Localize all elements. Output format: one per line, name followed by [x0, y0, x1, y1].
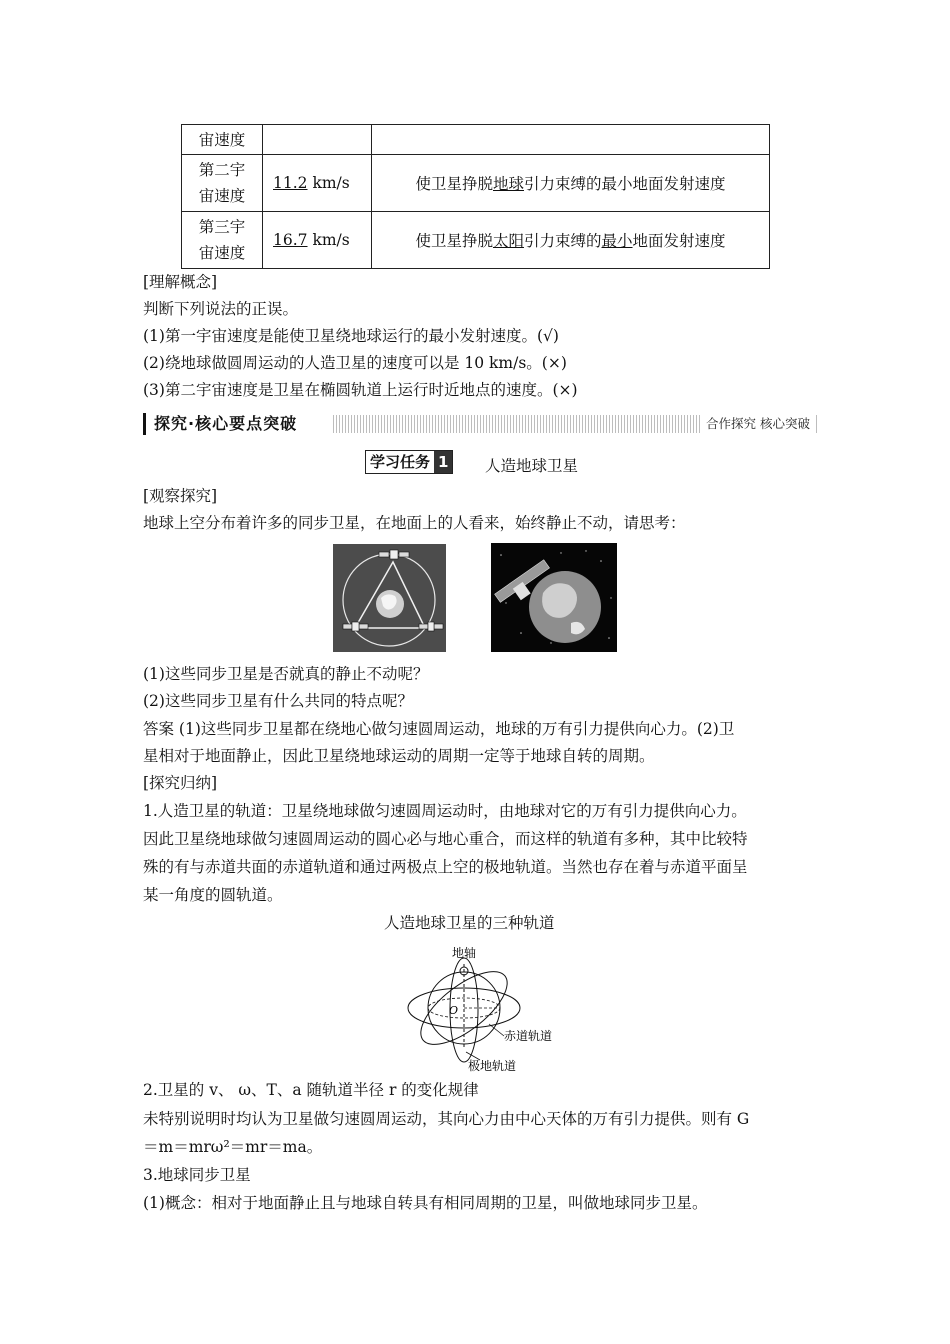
table-row	[182, 155, 770, 212]
understand-intro: 判断下列说法的正误。	[143, 300, 299, 318]
task-title: 人造地球卫星	[485, 457, 579, 475]
speed-desc-cell	[372, 125, 770, 155]
speed-value-cell: 16.7 km/s	[263, 212, 372, 269]
table-row	[182, 125, 770, 155]
observe-intro: 地球上空分布着许多的同步卫星，在地面上的人看来，始终静止不动，请思考：	[143, 514, 686, 532]
point-2-line: ＝m＝mrω²＝mr＝ma。	[143, 1138, 323, 1156]
point-2-title: 2.卫星的 v、 ω、T、a 随轨道半径 r 的变化规律	[143, 1081, 479, 1099]
banner-right-label: 合作探究 核心突破	[702, 414, 814, 434]
speed-name-cell: 第二宇 宙速度	[182, 155, 263, 212]
point-2-line: 未特别说明时均认为卫星做匀速圆周运动，其向心力由中心天体的万有引力提供。则有 G	[143, 1110, 750, 1128]
answer-line: 答案 (1)这些同步卫星都在绕地心做匀速圆周运动，地球的万有引力提供向心力。(2)卫	[143, 720, 735, 738]
summary-paragraph-line: 1.人造卫星的轨道：卫星绕地球做匀速圆周运动时，由地球对它的万有引力提供向心力。	[143, 802, 747, 820]
summary-paragraph-line: 因此卫星绕地球做匀速圆周运动的圆心必与地心重合，而这样的轨道有多种，其中比较特	[143, 830, 748, 848]
summary-heading: [探究归纳]	[143, 774, 218, 792]
axis-label: 地轴	[452, 946, 477, 960]
point-3-line: (1)概念：相对于地面静止且与地球自转具有相同周期的卫星，叫做地球同步卫星。	[143, 1194, 708, 1212]
table-row	[182, 212, 770, 269]
three-orbits-diagram	[404, 944, 554, 1072]
point-3-title: 3.地球同步卫星	[143, 1166, 251, 1184]
cosmic-speed-table	[181, 124, 770, 269]
satellite-earth-image	[491, 543, 617, 652]
speed-desc-cell: 使卫星挣脱地球引力束缚的最小地面发射速度	[372, 155, 770, 212]
geostationary-satellites-image	[333, 544, 446, 652]
task-number: 1	[434, 451, 452, 473]
question-2: (2)这些同步卫星有什么共同的特点呢？	[143, 692, 413, 710]
speed-name-cell: 宙速度	[182, 125, 263, 155]
task-label: 学习任务	[370, 453, 431, 471]
speed-value-cell	[263, 125, 372, 155]
judgement-item: (3)第二宇宙速度是卫星在椭圆轨道上运行时近地点的速度。(×)	[143, 381, 578, 399]
question-1: (1)这些同步卫星是否就真的静止不动呢？	[143, 665, 429, 683]
equatorial-orbit-label: 赤道轨道	[504, 1029, 553, 1043]
judgement-item: (1)第一宇宙速度是能使卫星绕地球运行的最小发射速度。(√)	[143, 327, 559, 345]
task-badge	[365, 450, 453, 474]
polar-orbit-label: 极地轨道	[468, 1059, 517, 1072]
speed-desc-cell: 使卫星挣脱太阳引力束缚的最小地面发射速度	[372, 212, 770, 269]
banner-title: 探究·核心要点突破	[154, 414, 298, 433]
answer-line: 星相对于地面静止，因此卫星绕地球运动的周期一定等于地球自转的周期。	[143, 747, 655, 765]
summary-paragraph-line: 某一角度的圆轨道。	[143, 886, 283, 904]
speed-name-cell: 第三宇 宙速度	[182, 212, 263, 269]
understand-heading: [理解概念]	[143, 273, 218, 291]
figure-title: 人造地球卫星的三种轨道	[384, 914, 555, 932]
section-banner	[143, 413, 818, 435]
observe-heading: [观察探究]	[143, 487, 218, 505]
center-label: O	[449, 1004, 459, 1017]
banner-title-box	[143, 413, 329, 435]
speed-value-cell: 11.2 km/s	[263, 155, 372, 212]
summary-paragraph-line: 殊的有与赤道共面的赤道轨道和通过两极点上空的极地轨道。当然也存在着与赤道平面呈	[143, 858, 748, 876]
judgement-item: (2)绕地球做圆周运动的人造卫星的速度可以是 10 km/s。(×)	[143, 354, 567, 372]
